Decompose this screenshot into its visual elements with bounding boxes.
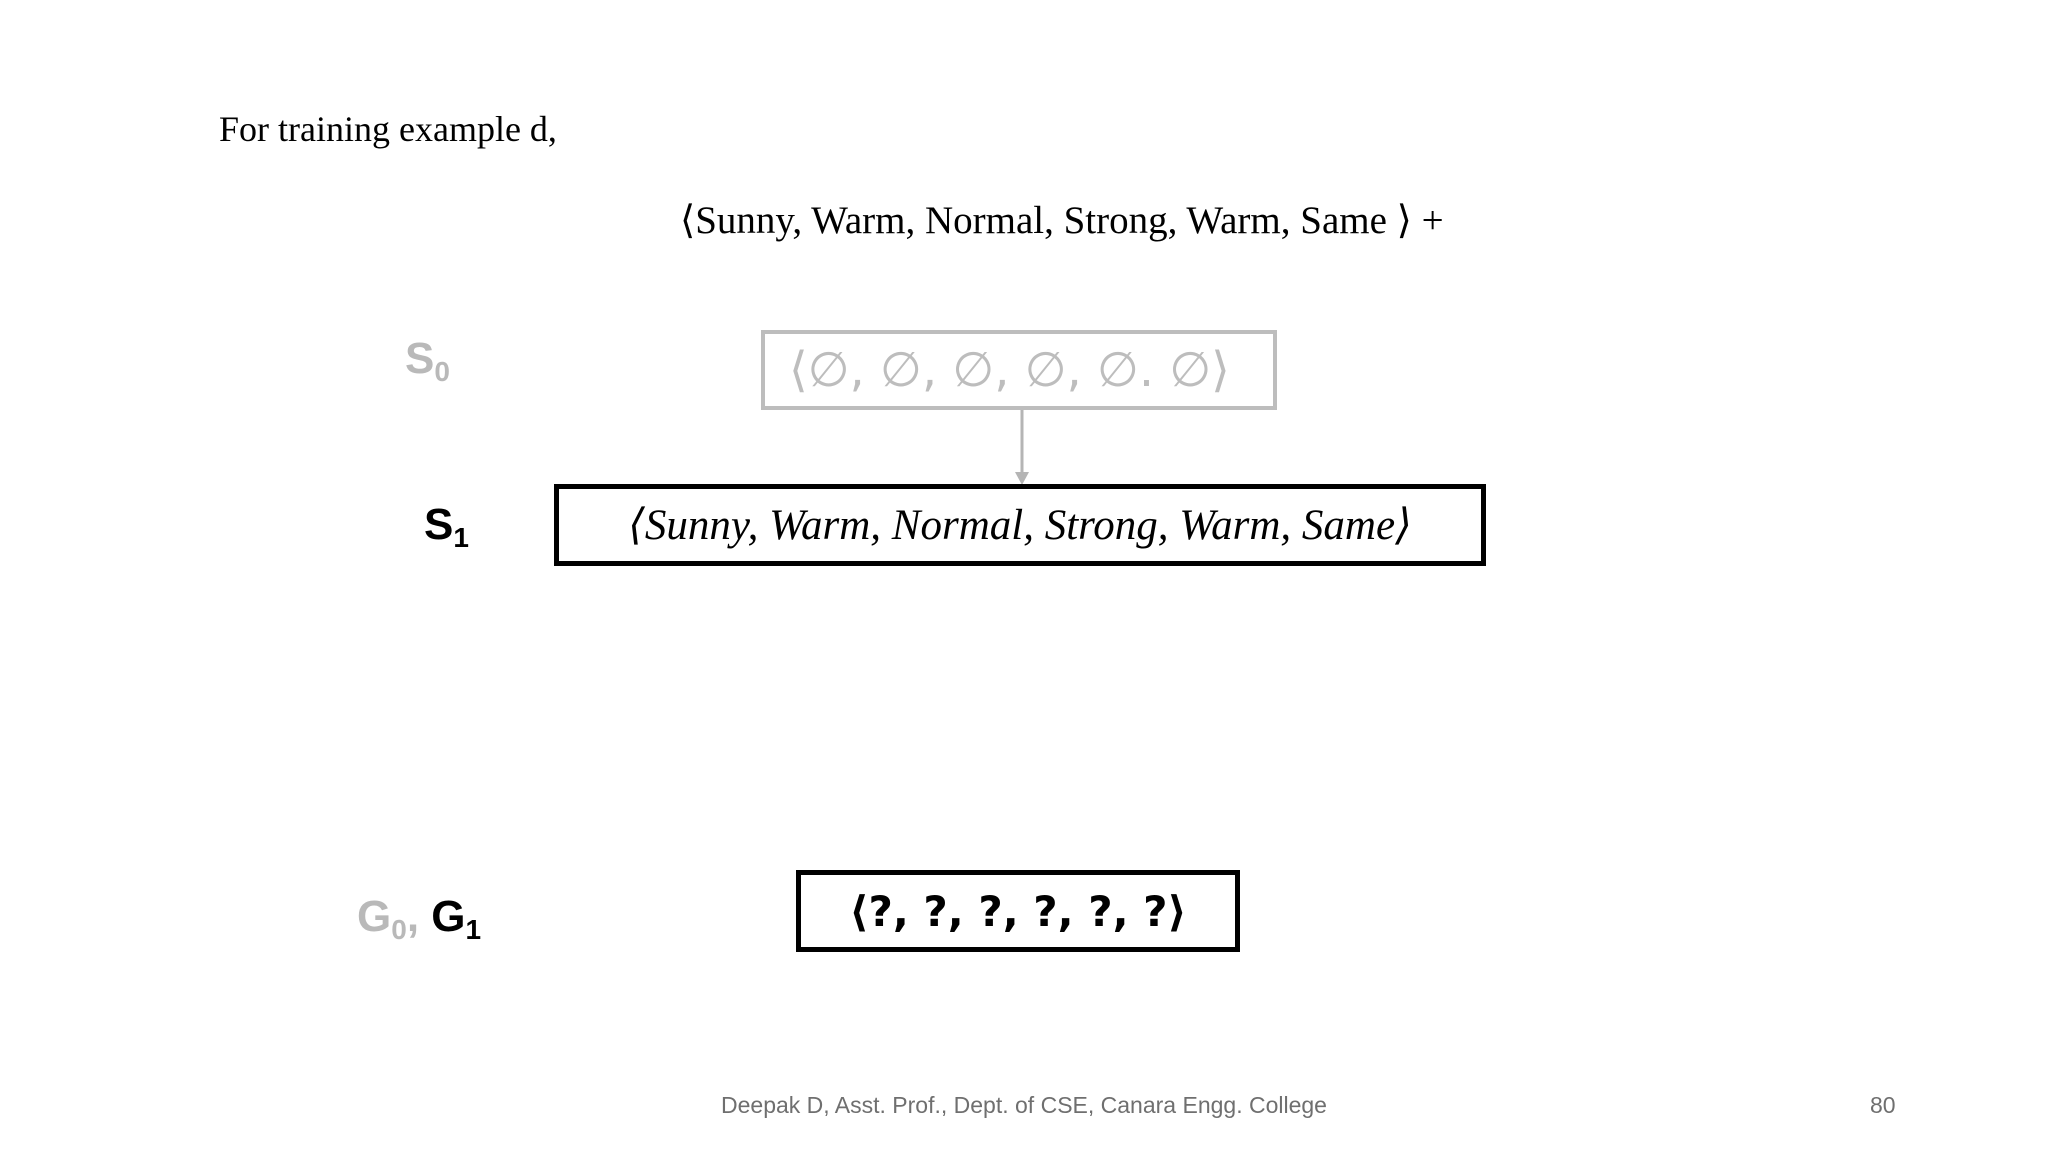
g-hypothesis-box: [796, 870, 1240, 952]
g-labels: [357, 892, 481, 946]
s0-to-s1-arrow: [1010, 410, 1034, 486]
s1-label: $S_1$: [424, 500, 469, 553]
s0-label: $S_0$: [405, 334, 450, 387]
g-hypothesis: ⟨?, ?, ?, ?, ?, ?⟩: [849, 886, 1187, 936]
training-example: ⟨Sunny, Warm, Normal, Strong, Warm, Same ⟩ +: [680, 199, 1444, 242]
s0-hypothesis-box: [761, 330, 1277, 410]
slide-heading: For training example d,: [219, 109, 557, 149]
g-separator: ,: [406, 892, 420, 941]
page-number: 80: [1870, 1092, 1896, 1118]
g0-label: $G_0$: [357, 892, 407, 945]
g1-label: $G_1$: [431, 892, 482, 945]
s1-hypothesis: ⟨Sunny, Warm, Normal, Strong, Warm, Same⟩: [628, 502, 1412, 549]
slide-footer: Deepak D, Asst. Prof., Dept. of CSE, Canara Engg. College: [721, 1092, 1327, 1118]
s0-hypothesis: ⟨∅, ∅, ∅, ∅, ∅. ∅⟩: [789, 342, 1230, 398]
s1-hypothesis-box: [554, 484, 1486, 566]
